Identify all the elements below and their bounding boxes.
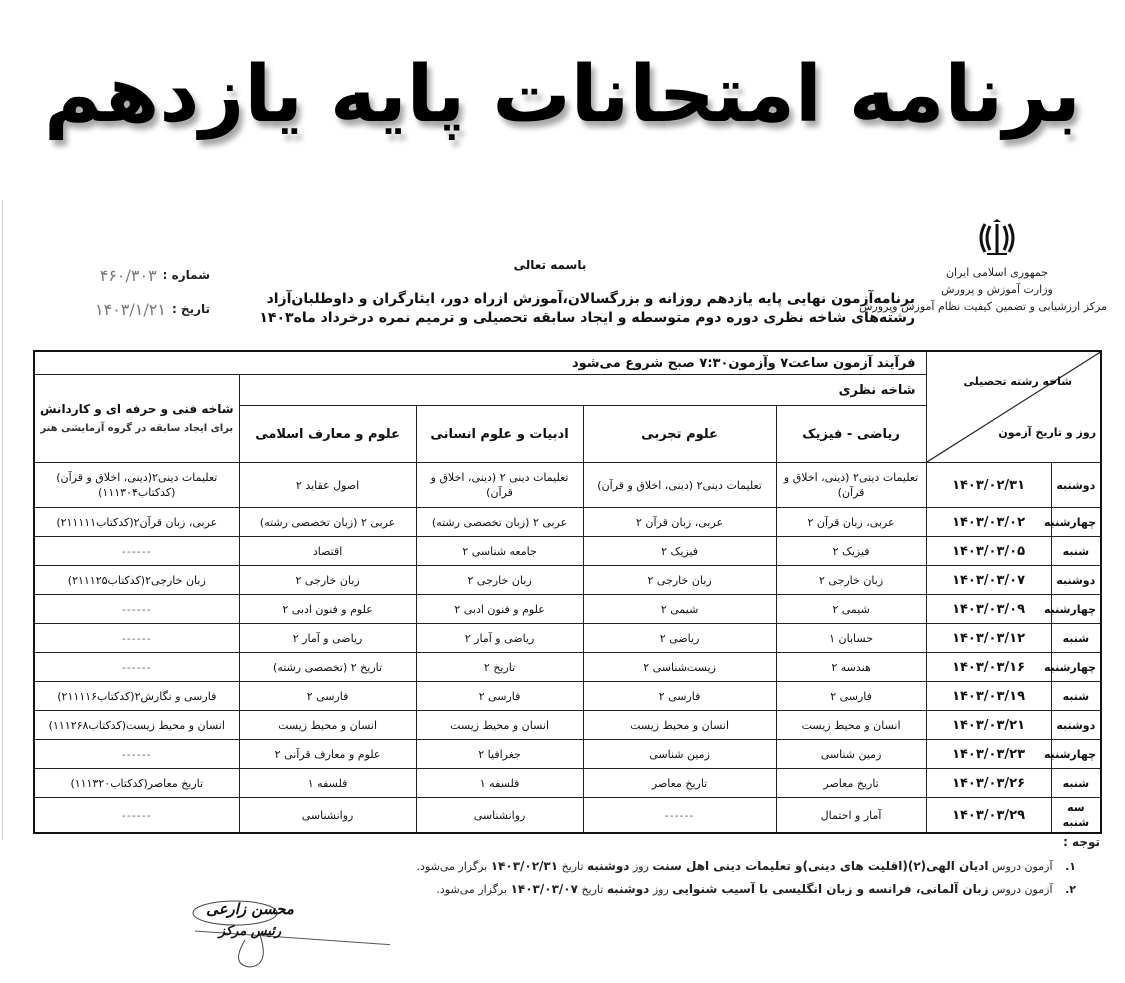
org-line: مرکز ارزشیابی و تضمین کیفیت نظام آموزش وپرورش [859,300,1107,313]
experimental-cell: ریاضی ۲ [583,624,776,653]
table-row [34,798,1101,834]
table-row [34,769,1101,798]
day-cell: شنبه [1051,769,1101,798]
experimental-cell: فیزیک ۲ [583,537,776,566]
math-physics-cell: عربی، زبان قرآن ۲ [776,508,926,537]
literature-cell: ریاضی و آمار ۲ [416,624,583,653]
technical-cell: ------ [34,653,239,682]
heading-line: برنامه‌آزمون نهایی پایه یازدهم روزانه و بزرگسالان،آموزش ازراه دور، ایثارگران و داوطلبان‌آزاد [266,291,915,307]
org-line: جمهوری اسلامی ایران [945,266,1049,279]
experimental-cell: تاریخ معاصر [583,769,776,798]
math-physics-cell: تاریخ معاصر [776,769,926,798]
math-physics-cell: فارسی ۲ [776,682,926,711]
day-cell: دوشنبه [1051,566,1101,595]
letter-meta [10,258,210,326]
math-physics-cell: حسابان ۱ [776,624,926,653]
table-row [34,624,1101,653]
signatory-role: رئیس مرکز [218,924,282,939]
column-literature-humanities: ادبیات و علوم انسانی [416,406,583,463]
note-item: ۱. آزمون دروس ادیان الهی(۲)(اقلیت های دینی)و تعلیمات دینی اهل سنت روز دوشنبه تاریخ ۱۴۰۳/۰۲/۳۱ برگزار می‌شود. [416,859,1076,873]
literature-cell: انسان و محیط زیست [416,711,583,740]
technical-cell: ------ [34,798,239,834]
date-cell: ۱۴۰۳/۰۳/۰۹ [926,595,1051,624]
technical-branch-title: شاخه فنی و حرفه ای و کاردانش [39,401,234,416]
table-row [34,740,1101,769]
technical-cell: تعلیمات دینی۲(دینی، اخلاق و قرآن)(کدکتاب۱۱۱۳۰۴) [34,463,239,508]
literature-cell: جامعه شناسی ۲ [416,537,583,566]
day-cell: شنبه [1051,624,1101,653]
org-line: وزارت آموزش و پرورش [941,283,1053,296]
islamic-cell: تاریخ ۲ (تخصصی رشته) [239,653,416,682]
date-cell: ۱۴۰۳/۰۳/۱۲ [926,624,1051,653]
day-cell: دوشنبه [1051,463,1101,508]
table-row [34,566,1101,595]
islamic-cell: اقتصاد [239,537,416,566]
technical-branch-header [34,375,239,463]
literature-cell: تعلیمات دینی ۲ (دینی، اخلاق و قرآن) [416,463,583,508]
math-physics-cell: آمار و احتمال [776,798,926,834]
islamic-cell: انسان و محیط زیست [239,711,416,740]
date-value: ۱۴۰۳/۱/۲۱ [95,299,166,319]
technical-cell: ------ [34,740,239,769]
literature-cell: زبان خارجی ۲ [416,566,583,595]
date-cell: ۱۴۰۳/۰۳/۱۶ [926,653,1051,682]
experimental-cell: فارسی ۲ [583,682,776,711]
day-cell: دوشنبه [1051,711,1101,740]
iran-emblem-icon [975,218,1019,258]
math-physics-cell: تعلیمات دینی۲ (دینی، اخلاق و قرآن) [776,463,926,508]
experimental-cell: تعلیمات دینی۲ (دینی، اخلاق و قرآن) [583,463,776,508]
column-islamic-studies: علوم و معارف اسلامی [239,406,416,463]
column-experimental-sciences: علوم تجربی [583,406,776,463]
math-physics-cell: فیزیک ۲ [776,537,926,566]
experimental-cell: زبان خارجی ۲ [583,566,776,595]
diagonal-line [927,352,1101,462]
literature-cell: روانشناسی [416,798,583,834]
math-physics-cell: زمین شناسی [776,740,926,769]
date-cell: ۱۴۰۳/۰۳/۰۷ [926,566,1051,595]
day-cell: شنبه [1051,537,1101,566]
table-row [34,463,1101,508]
corner-header [926,351,1101,463]
date-cell: ۱۴۰۳/۰۲/۳۱ [926,463,1051,508]
literature-cell: جغرافیا ۲ [416,740,583,769]
organization-block [859,264,1107,315]
technical-cell: ------ [34,595,239,624]
experimental-cell: شیمی ۲ [583,595,776,624]
number-value: ۴۶۰/۳۰۳ [99,265,157,285]
islamic-cell: فلسفه ۱ [239,769,416,798]
experimental-cell: عربی، زبان قرآن ۲ [583,508,776,537]
corner-bottom-label: روز و تاریخ آزمون [998,426,1097,439]
document-heading [205,290,915,328]
date-cell: ۱۴۰۳/۰۳/۰۲ [926,508,1051,537]
signature-block [180,900,320,939]
literature-cell: فلسفه ۱ [416,769,583,798]
theoretical-branch-header: شاخه نظری [239,375,926,406]
islamic-cell: فارسی ۲ [239,682,416,711]
technical-cell: عربی، زبان قرآن۲(کدکتاب۲۱۱۱۱۱) [34,508,239,537]
banner-title: برنامه امتحانات پایه یازدهم [44,50,1081,140]
date-cell: ۱۴۰۳/۰۳/۲۳ [926,740,1051,769]
literature-cell: تاریخ ۲ [416,653,583,682]
islamic-cell: علوم و فنون ادبی ۲ [239,595,416,624]
islamic-cell: ریاضی و آمار ۲ [239,624,416,653]
day-cell: سه شنبه [1051,798,1101,834]
islamic-cell: زبان خارجی ۲ [239,566,416,595]
math-physics-cell: شیمی ۲ [776,595,926,624]
signatory-name: محسن زارعی [206,900,294,918]
date-cell: ۱۴۰۳/۰۳/۱۹ [926,682,1051,711]
corner-top-label: شاخه رشته تحصیلی [963,375,1073,388]
day-cell: چهارشنبه [1051,653,1101,682]
technical-cell: فارسی و نگارش۲(کدکتاب۲۱۱۱۱۶) [34,682,239,711]
column-math-physics: ریاضی - فیزیک [776,406,926,463]
table-row [34,537,1101,566]
page-edge [2,200,3,840]
technical-cell: ------ [34,537,239,566]
process-note: فرآیند آزمون ساعت۷ وآزمون۷:۳۰ صبح شروع می‌شود [34,351,926,375]
date-cell: ۱۴۰۳/۰۳/۲۶ [926,769,1051,798]
table-row [34,711,1101,740]
literature-cell: عربی ۲ (زبان تخصصی رشته) [416,508,583,537]
date-label: تاریخ : [171,302,210,316]
exam-schedule-table [33,350,1102,834]
notes-title: توجه : [1063,835,1100,849]
literature-cell: فارسی ۲ [416,682,583,711]
day-cell: چهارشنبه [1051,595,1101,624]
math-physics-cell: انسان و محیط زیست [776,711,926,740]
date-cell: ۱۴۰۳/۰۳/۰۵ [926,537,1051,566]
experimental-cell: انسان و محیط زیست [583,711,776,740]
table-row [34,508,1101,537]
experimental-cell: ------ [583,798,776,834]
technical-cell: زبان خارجی۲(کدکتاب۲۱۱۱۲۵) [34,566,239,595]
notes-section [416,835,1100,901]
number-label: شماره : [162,268,210,282]
literature-cell: علوم و فنون ادبی ۲ [416,595,583,624]
islamic-cell: علوم و معارف قرآنی ۲ [239,740,416,769]
math-physics-cell: زبان خارجی ۲ [776,566,926,595]
day-cell: شنبه [1051,682,1101,711]
islamic-cell: اصول عقاید ۲ [239,463,416,508]
note-item: ۲. آزمون دروس زبان آلمانی، فرانسه و زبان انگلیسی با آسیب شنوایی روز دوشنبه تاریخ ۱۴۰۳/۰۳/۰۷ برگزار می‌شود. [436,882,1076,896]
heading-line: رشته‌های شاخه نظری دوره دوم متوسطه و ایجاد سابقه تحصیلی و ترمیم نمره درخرداد ماه۱۴۰۳ [259,310,915,326]
table-row [34,653,1101,682]
table-row [34,595,1101,624]
experimental-cell: زیست‌شناسی ۲ [583,653,776,682]
technical-cell: تاریخ معاصر(کدکتاب۱۱۱۳۲۰) [34,769,239,798]
experimental-cell: زمین شناسی [583,740,776,769]
technical-cell: انسان و محیط زیست(کدکتاب۱۱۱۲۶۸) [34,711,239,740]
day-cell: چهارشنبه [1051,740,1101,769]
date-cell: ۱۴۰۳/۰۳/۲۹ [926,798,1051,834]
technical-branch-subtitle: برای ایجاد سابقه در گروه آزمایشی هنر [40,422,234,434]
islamic-cell: روانشناسی [239,798,416,834]
day-cell: چهارشنبه [1051,508,1101,537]
date-cell: ۱۴۰۳/۰۳/۲۱ [926,711,1051,740]
bismillah: باسمه تعالی [513,258,587,272]
table-row [34,682,1101,711]
math-physics-cell: هندسه ۲ [776,653,926,682]
technical-cell: ------ [34,624,239,653]
islamic-cell: عربی ۲ (زبان تخصصی رشته) [239,508,416,537]
